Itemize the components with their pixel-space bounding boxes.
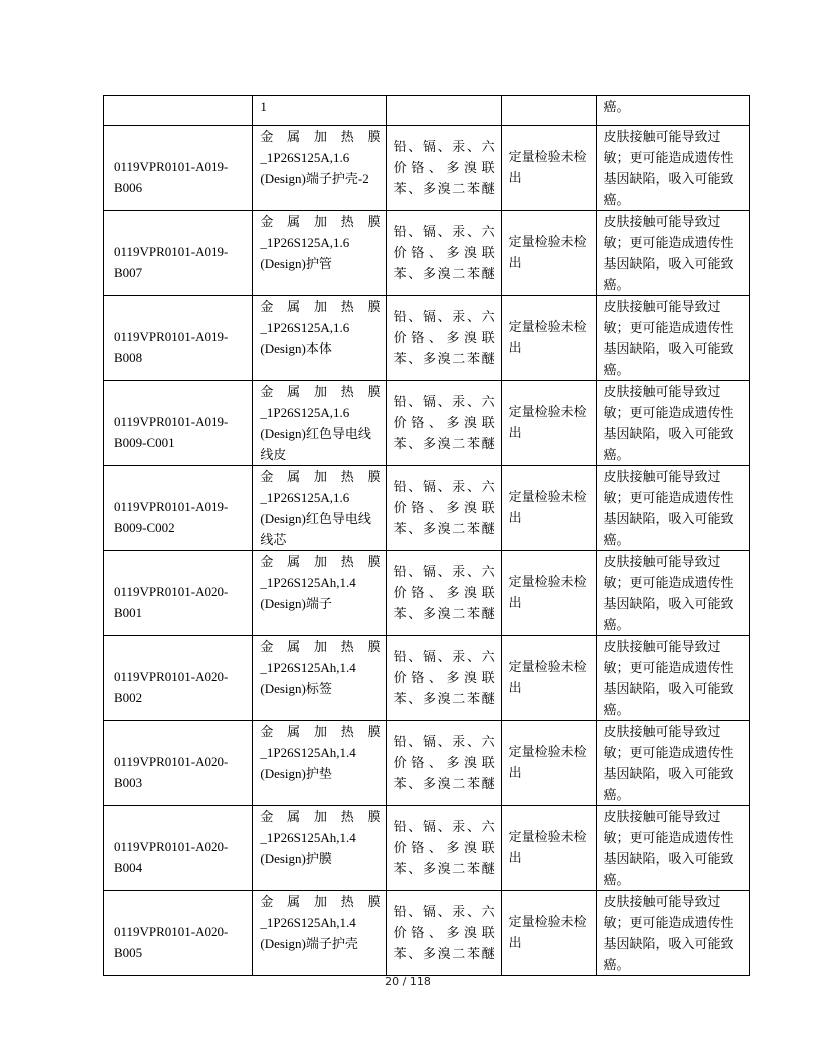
- cell-hazard-text: 皮肤接触可能导致过敏；更可能造成遗传性基因缺陷，吸入可能致癌。: [603, 129, 734, 207]
- cell-result-text: 定量检验未检出: [508, 829, 587, 865]
- cell-code: [104, 96, 253, 126]
- cell-hazard-text: 皮肤接触可能导致过敏；更可能造成遗传性基因缺陷，吸入可能致癌。: [603, 809, 734, 887]
- table-row: [104, 466, 750, 551]
- cell-substances-text: 铅、镉、汞、六价铬、多溴联苯、多溴二苯醚: [393, 479, 495, 536]
- cell-code: [104, 126, 253, 211]
- cell-hazard: [596, 806, 749, 891]
- cell-result-text: 定量检验未检出: [508, 319, 587, 355]
- cell-hazard: [596, 126, 749, 211]
- cell-name-text: [253, 551, 385, 614]
- cell-result-text: 定量检验未检出: [508, 149, 587, 185]
- table-row: [104, 806, 750, 891]
- table-row: [104, 721, 750, 806]
- hazard-table-body: [104, 96, 750, 976]
- cell-name-text: [253, 466, 385, 550]
- table-row: [104, 211, 750, 296]
- cell-hazard: [596, 636, 749, 721]
- cell-substances-text: 铅、镉、汞、六价铬、多溴联苯、多溴二苯醚: [393, 394, 495, 451]
- cell-name-text: [253, 636, 385, 699]
- cell-result: [501, 721, 596, 806]
- cell-name-text: [253, 381, 385, 465]
- cell-code-text: 0119VPR0101-A019-B006: [114, 159, 229, 195]
- cell-name-rest: _1P26S125A,1.6 (Design)红色导电线线芯: [260, 490, 371, 547]
- cell-hazard: [596, 211, 749, 296]
- cell-name-text: 1: [260, 99, 267, 114]
- cell-hazard-text: 皮肤接触可能导致过敏；更可能造成遗传性基因缺陷，吸入可能致癌。: [603, 299, 734, 377]
- cell-hazard-text: 皮肤接触可能导致过敏；更可能造成遗传性基因缺陷，吸入可能致癌。: [603, 214, 734, 292]
- cell-substances-text: 铅、镉、汞、六价铬、多溴联苯、多溴二苯醚: [393, 309, 495, 366]
- cell-hazard-text: 皮肤接触可能导致过敏；更可能造成遗传性基因缺陷，吸入可能致癌。: [603, 639, 734, 717]
- cell-code: [104, 381, 253, 466]
- cell-name-line1: 金 属 加 热 膜: [260, 129, 381, 144]
- cell-name-rest: _1P26S125A,1.6 (Design)端子护壳-2: [260, 150, 369, 186]
- cell-substances: [386, 381, 501, 466]
- cell-result-text: 定量检验未检出: [508, 489, 587, 525]
- cell-hazard: [596, 551, 749, 636]
- cell-name-line1: 金 属 加 热 膜: [260, 214, 381, 229]
- cell-name: [253, 466, 386, 551]
- cell-code: [104, 636, 253, 721]
- cell-name-text: [253, 721, 385, 784]
- cell-name-text: [253, 126, 385, 189]
- cell-name-line1: 金 属 加 热 膜: [260, 639, 381, 654]
- cell-name-text: [253, 806, 385, 869]
- cell-result: [501, 211, 596, 296]
- cell-hazard: [596, 381, 749, 466]
- cell-hazard: [596, 466, 749, 551]
- cell-name-rest: _1P26S125Ah,1.4 (Design)端子护壳: [260, 915, 358, 951]
- cell-name-line1: 金 属 加 热 膜: [260, 384, 381, 399]
- cell-code: [104, 211, 253, 296]
- cell-substances-text: 铅、镉、汞、六价铬、多溴联苯、多溴二苯醚: [393, 139, 495, 196]
- table-row: [104, 551, 750, 636]
- cell-result: [501, 466, 596, 551]
- cell-substances: [386, 721, 501, 806]
- cell-result: [501, 296, 596, 381]
- cell-name: [253, 806, 386, 891]
- cell-name-line1: 金 属 加 热 膜: [260, 724, 381, 739]
- cell-substances: [386, 296, 501, 381]
- cell-substances-text: 铅、镉、汞、六价铬、多溴联苯、多溴二苯醚: [393, 649, 495, 706]
- cell-substances-text: 铅、镉、汞、六价铬、多溴联苯、多溴二苯醚: [393, 904, 495, 961]
- cell-substances: [386, 551, 501, 636]
- table-row: [104, 636, 750, 721]
- cell-name: [253, 551, 386, 636]
- cell-name-line1: 金 属 加 热 膜: [260, 554, 381, 569]
- cell-name-rest: _1P26S125A,1.6 (Design)护管: [260, 235, 350, 271]
- cell-code-text: 0119VPR0101-A020-B003: [114, 754, 229, 790]
- cell-substances-text: 铅、镉、汞、六价铬、多溴联苯、多溴二苯醚: [393, 734, 495, 791]
- cell-substances-text: 铅、镉、汞、六价铬、多溴联苯、多溴二苯醚: [393, 564, 495, 621]
- cell-name: [253, 381, 386, 466]
- cell-name-text: [253, 891, 385, 954]
- cell-substances: [386, 126, 501, 211]
- cell-hazard-text: 癌。: [603, 99, 630, 114]
- cell-code: [104, 806, 253, 891]
- cell-code-text: 0119VPR0101-A020-B005: [114, 924, 229, 960]
- cell-result: [501, 891, 596, 976]
- cell-code-text: 0119VPR0101-A019-B007: [114, 244, 229, 280]
- cell-substances: [386, 636, 501, 721]
- cell-code: [104, 551, 253, 636]
- cell-result: [501, 636, 596, 721]
- cell-hazard-text: 皮肤接触可能导致过敏；更可能造成遗传性基因缺陷，吸入可能致癌。: [603, 469, 734, 547]
- cell-substances: [386, 96, 501, 126]
- cell-hazard: [596, 96, 749, 126]
- cell-name-rest: _1P26S125A,1.6 (Design)本体: [260, 320, 350, 356]
- table-row-continued: [104, 96, 750, 126]
- cell-code-text: 0119VPR0101-A020-B002: [114, 669, 229, 705]
- cell-hazard: [596, 721, 749, 806]
- cell-result: [501, 381, 596, 466]
- cell-name-line1: 金 属 加 热 膜: [260, 809, 381, 824]
- hazard-table: [103, 95, 750, 976]
- cell-name-rest: _1P26S125Ah,1.4 (Design)护膜: [260, 830, 356, 866]
- cell-hazard-text: 皮肤接触可能导致过敏；更可能造成遗传性基因缺陷，吸入可能致癌。: [603, 894, 734, 972]
- cell-hazard-text: 皮肤接触可能导致过敏；更可能造成遗传性基因缺陷，吸入可能致癌。: [603, 554, 734, 632]
- cell-name-text: [253, 211, 385, 274]
- cell-result: [501, 806, 596, 891]
- cell-hazard: [596, 891, 749, 976]
- cell-hazard-text: 皮肤接触可能导致过敏；更可能造成遗传性基因缺陷，吸入可能致癌。: [603, 384, 734, 462]
- cell-name: [253, 126, 386, 211]
- cell-name: [253, 636, 386, 721]
- cell-code: [104, 721, 253, 806]
- cell-result-text: 定量检验未检出: [508, 914, 587, 950]
- cell-code: [104, 891, 253, 976]
- cell-code-text: 0119VPR0101-A019-B009-C001: [114, 414, 229, 450]
- cell-name: [253, 891, 386, 976]
- table-row: [104, 381, 750, 466]
- cell-name-rest: _1P26S125Ah,1.4 (Design)标签: [260, 660, 356, 696]
- cell-name: [253, 721, 386, 806]
- cell-result-text: 定量检验未检出: [508, 574, 587, 610]
- cell-name-line1: 金 属 加 热 膜: [260, 894, 381, 909]
- cell-code-text: 0119VPR0101-A020-B001: [114, 584, 229, 620]
- cell-result: [501, 96, 596, 126]
- cell-code-text: 0119VPR0101-A019-B009-C002: [114, 499, 229, 535]
- cell-name-line1: 金 属 加 热 膜: [260, 299, 381, 314]
- cell-result-text: 定量检验未检出: [508, 234, 587, 270]
- cell-name-line1: 金 属 加 热 膜: [260, 469, 381, 484]
- cell-substances-text: 铅、镉、汞、六价铬、多溴联苯、多溴二苯醚: [393, 819, 495, 876]
- cell-code: [104, 296, 253, 381]
- table-row: [104, 126, 750, 211]
- cell-hazard: [596, 296, 749, 381]
- cell-substances: [386, 806, 501, 891]
- page-number: 20 / 118: [385, 975, 431, 988]
- cell-result: [501, 126, 596, 211]
- cell-name: [253, 96, 386, 126]
- cell-substances: [386, 891, 501, 976]
- cell-result-text: 定量检验未检出: [508, 659, 587, 695]
- cell-code: [104, 466, 253, 551]
- cell-code-text: 0119VPR0101-A020-B004: [114, 839, 229, 875]
- cell-code-text: 0119VPR0101-A019-B008: [114, 329, 229, 365]
- cell-substances: [386, 466, 501, 551]
- cell-name-text: [253, 296, 385, 359]
- cell-result-text: 定量检验未检出: [508, 744, 587, 780]
- cell-name: [253, 296, 386, 381]
- cell-name: [253, 211, 386, 296]
- cell-substances: [386, 211, 501, 296]
- cell-name-rest: _1P26S125Ah,1.4 (Design)护垫: [260, 745, 356, 781]
- cell-name-rest: _1P26S125Ah,1.4 (Design)端子: [260, 575, 356, 611]
- cell-hazard-text: 皮肤接触可能导致过敏；更可能造成遗传性基因缺陷，吸入可能致癌。: [603, 724, 734, 802]
- cell-result-text: 定量检验未检出: [508, 404, 587, 440]
- table-row: [104, 296, 750, 381]
- cell-substances-text: 铅、镉、汞、六价铬、多溴联苯、多溴二苯醚: [393, 224, 495, 281]
- table-row: [104, 891, 750, 976]
- cell-result: [501, 551, 596, 636]
- cell-name-rest: _1P26S125A,1.6 (Design)红色导电线线皮: [260, 405, 371, 462]
